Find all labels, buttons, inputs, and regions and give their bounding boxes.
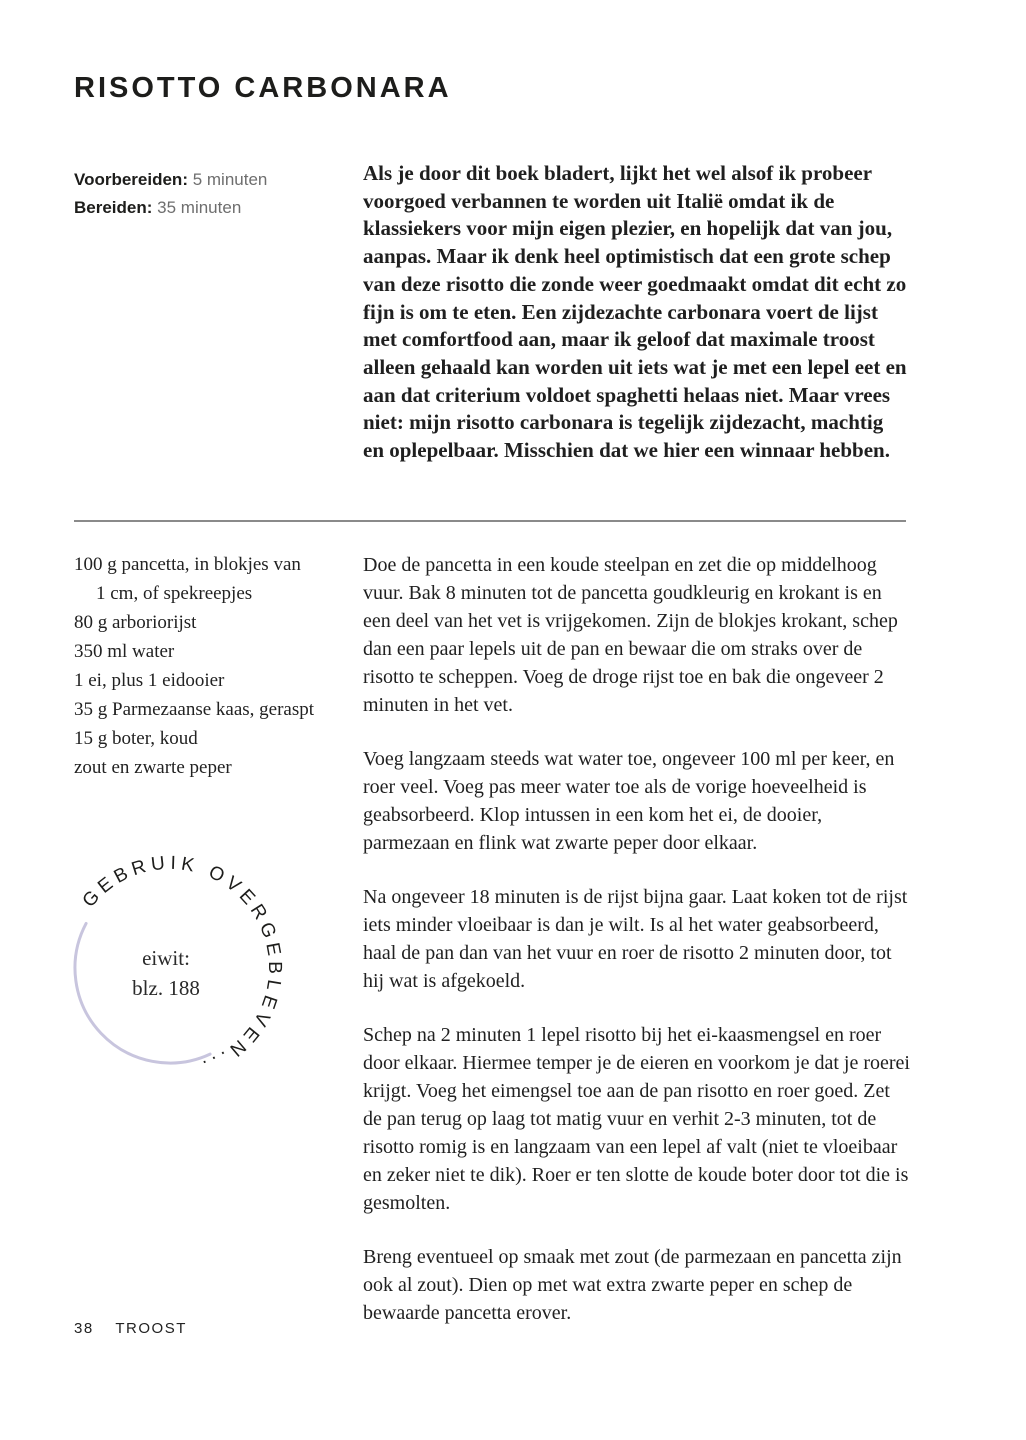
instruction-step: Breng eventueel op smaak met zout (de parmezaan en pancetta zijn ook al zout). Dien op met wat extra zwarte peper en schep de bewaarde pancetta erover. — [363, 1246, 902, 1324]
cook-time-value: 35 minuten — [157, 198, 242, 217]
page-footer — [74, 1320, 187, 1337]
ingredient-item: 350 ml water — [74, 641, 175, 662]
instruction-steps — [363, 551, 911, 1353]
badge-center-top: eiwit: — [142, 946, 190, 970]
ingredient-item: 15 g boter, koud — [74, 728, 198, 749]
leftover-badge-graphic — [50, 848, 290, 1088]
recipe-title: RISOTTO CARBONARA — [74, 72, 452, 104]
cook-time-line — [74, 194, 267, 222]
ingredient-item: 1 ei, plus 1 eidooier — [74, 670, 225, 691]
ingredient-item-continuation: 1 cm, of spekreepjes — [96, 583, 253, 604]
leftover-badge — [50, 848, 290, 1088]
badge-center-bottom: blz. 188 — [132, 976, 200, 1000]
ingredient-item: zout en zwarte peper — [74, 757, 232, 778]
prep-time-value: 5 minuten — [192, 170, 268, 189]
badge-arc-text: GEBRUIK OVERGEBLEVEN... — [78, 852, 285, 1077]
prep-time-label: Voorbereiden: — [74, 170, 188, 189]
ingredient-item: 100 g pancetta, in blokjes van — [74, 554, 301, 575]
ingredient-list — [74, 550, 334, 782]
page-number: 38 — [74, 1320, 94, 1337]
section-divider — [74, 520, 906, 522]
instruction-step: Na ongeveer 18 minuten is de rijst bijna gaar. Laat koken tot de rijst iets minder vloeibaar is dan je wilt. Is al het water geabsorbeerd, haal de pan dan van het vuur en roer de risotto 2 minuten door, tot hij wat is afgekoeld. — [363, 886, 908, 992]
recipe-intro: Als je door dit boek bladert, lijkt het wel alsof ik probeer voorgoed verbannen te worden uit Italië omdat ik de klassiekers voor mijn eigen plezier, en hopelijk dat van jou, aanpas. Maar ik denk heel optimistisch dat een grote schep van deze risotto die zonde weer goedmaakt omdat dit echt zo fijn is om te eten. Een zijdezachte carbonara voert de lijst met comfortfood aan, maar ik geloof dat maximale troost alleen gehaald kan worden uit iets wat je met een lepel eet en aan dat criterium voldoet spaghetti helaas niet. Maar vrees niet: mijn risotto carbonara is tegelijk zijdezacht, machtig en oplepelbaar. Misschien dat we hier een winnaar hebben. — [363, 161, 907, 463]
cook-time-label: Bereiden: — [74, 198, 153, 217]
instruction-step: Doe de pancetta in een koude steelpan en zet die op middelhoog vuur. Bak 8 minuten tot de pancetta goudkleurig en krokant is en een deel van het vet is vrijgekomen. Zijn de blokjes krokant, schep dan een paar lepels uit de pan en bewaar die om straks over de risotto te scheppen. Voeg de droge rijst toe en bak die ongeveer 2 minuten in het vet. — [363, 554, 898, 716]
instruction-step: Voeg langzaam steeds wat water toe, ongeveer 100 ml per keer, en roer veel. Voeg pas meer water toe als de vorige hoeveelheid is geabsorbeerd. Klop intussen in een kom het ei, de dooier, parmezaan en flink wat zwarte peper door elkaar. — [363, 748, 895, 854]
instruction-step: Schep na 2 minuten 1 lepel risotto bij het ei-kaasmengsel en roer door elkaar. Hiermee temper je de eieren en voorkom je dat je roerei krijgt. Voeg het eimengsel toe aan de pan risotto en roer goed. Zet de pan terug op laag tot matig vuur en verhit 2-3 minuten, tot de risotto romig is en langzaam van een lepel af valt (niet te vloeibaar en zeker niet te dik). Roer er ten slotte de koude boter door tot die is gesmolten. — [363, 1024, 910, 1214]
prep-time-line — [74, 166, 267, 194]
ingredient-item: 80 g arboriorijst — [74, 612, 197, 633]
chapter-name: TROOST — [115, 1320, 187, 1337]
ingredient-item: 35 g Parmezaanse kaas, geraspt — [74, 699, 315, 720]
recipe-meta — [74, 166, 267, 222]
